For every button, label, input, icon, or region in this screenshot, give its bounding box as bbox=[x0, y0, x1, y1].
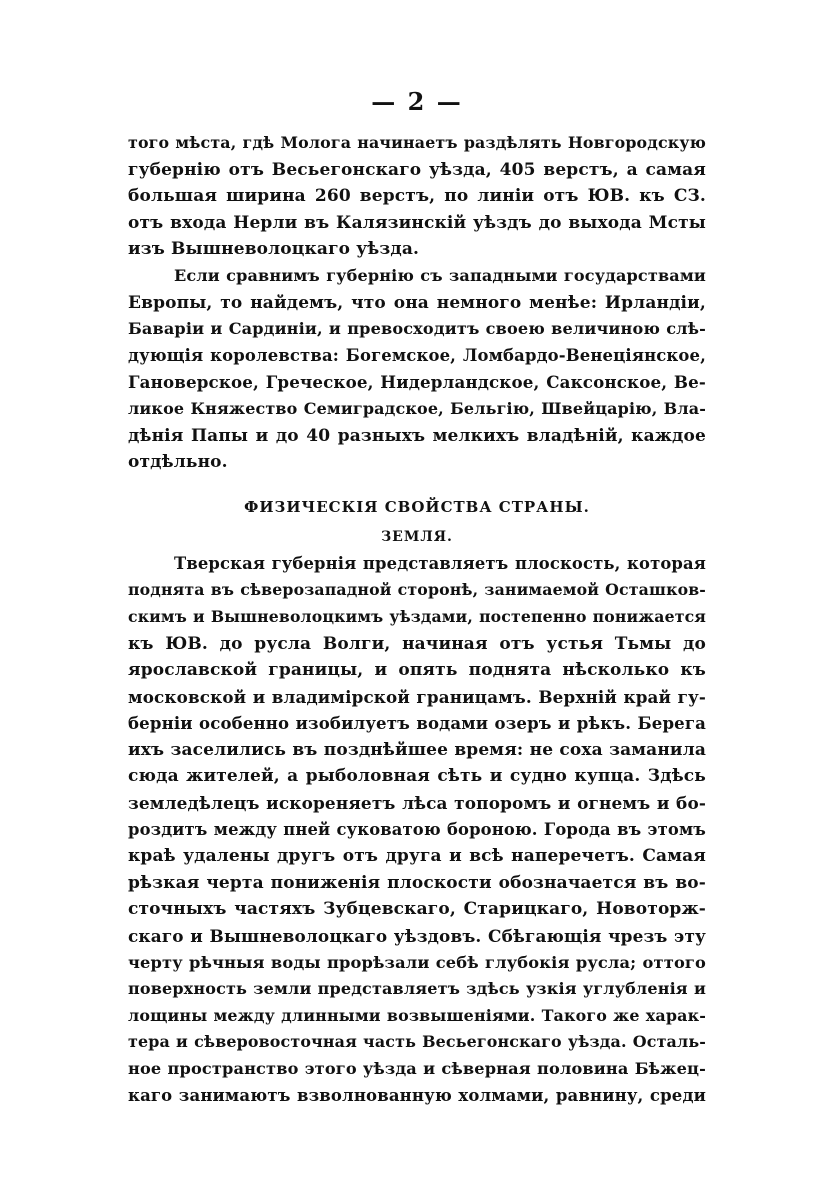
paragraph-land bbox=[128, 551, 706, 1109]
page bbox=[128, 88, 706, 1109]
text-line: большая ширина 260 верстъ, по линіи отъ ЮВ. къ СЗ. bbox=[128, 186, 706, 207]
text-line: ярославской границы, и опять поднята нѣсколько къ bbox=[128, 660, 706, 681]
text-line: къ ЮВ. до русла Волги, начиная отъ устья Тьмы до bbox=[128, 633, 706, 654]
text-line: земледѣлецъ искореняетъ лѣса топоромъ и огнемъ и бо- bbox=[128, 793, 706, 814]
text-line: Если сравнимъ губернію съ западными государствами bbox=[174, 265, 706, 285]
text-line: поверхность земли представляетъ здѣсь узкія углубленія и bbox=[128, 979, 706, 999]
text-line: ликое Княжество Семиградское, Бельгію, Швейцарію, Вла- bbox=[128, 398, 706, 418]
text-line: дѣнія Папы и до 40 разныхъ мелкихъ владѣній, каждое bbox=[128, 425, 706, 446]
text-line: московской и владимірской границамъ. Верхній край гу- bbox=[128, 686, 706, 707]
text-line: роздитъ между пней суковатою бороною. Города въ этомъ bbox=[128, 819, 706, 839]
text-line: поднята въ сѣверозападной сторонѣ, занимаемой Осташков- bbox=[128, 580, 706, 600]
paragraph-continuation bbox=[128, 130, 706, 263]
text-line: изъ Вышневолоцкаго уѣзда. bbox=[128, 239, 420, 260]
text-line: отдѣльно. bbox=[128, 452, 228, 473]
text-line: Европы, то найдемъ, что она немного менѣе: Ирландіи, bbox=[128, 292, 706, 313]
text-line: тера и сѣверовосточная часть Весьегонскаго уѣзда. Осталь- bbox=[128, 1032, 706, 1052]
text-line: краѣ удалены другъ отъ друга и всѣ наперечетъ. Самая bbox=[128, 846, 706, 867]
text-line: ное пространство этого уѣзда и сѣверная половина Бѣжец- bbox=[128, 1059, 706, 1078]
text-line: каго занимаютъ взволнованную холмами, равнину, среди bbox=[128, 1085, 706, 1105]
text-line: Гановерское, Греческое, Нидерландское, Саксонское, Ве- bbox=[128, 372, 706, 393]
text-line: губернію отъ Весьегонскаго уѣзда, 405 верстъ, а самая bbox=[128, 159, 706, 180]
text-line: берніи особенно изобилуетъ водами озеръ и рѣкъ. Берега bbox=[128, 713, 706, 734]
section-heading: ФИЗИЧЕСКІЯ СВОЙСТВА СТРАНЫ. bbox=[244, 497, 590, 516]
text-line: того мѣста, гдѣ Молога начинаетъ раздѣлять Новгородскую bbox=[128, 133, 706, 152]
text-line: Баваріи и Сардиніи, и превосходитъ своею величиною слѣ- bbox=[128, 319, 706, 339]
paragraph-comparison bbox=[128, 263, 706, 476]
subsection-heading: ЗЕМЛЯ. bbox=[381, 528, 453, 545]
text-line: сюда жителей, а рыболовная сѣть и судно купца. Здѣсь bbox=[128, 766, 706, 787]
text-line: черту рѣчныя воды прорѣзали себѣ глубокія русла; оттого bbox=[128, 952, 706, 972]
text-line: отъ входа Нерли въ Калязинскій уѣздъ до выхода Мсты bbox=[128, 212, 706, 233]
text-line: Тверская губернія представляетъ плоскость, которая bbox=[174, 553, 706, 573]
page-number: — 2 — bbox=[371, 87, 463, 116]
text-line: скаго и Вышневолоцкаго уѣздовъ. Сбѣгающія чрезъ эту bbox=[128, 926, 706, 947]
text-line: дующія королевства: Богемское, Ломбардо-Венеціянское, bbox=[128, 345, 706, 365]
text-line: сточныхъ частяхъ Зубцевскаго, Старицкаго, Новоторж- bbox=[128, 899, 706, 920]
text-line: скимъ и Вышневолоцкимъ уѣздами, постепенно понижается bbox=[128, 606, 706, 626]
text-line: рѣзкая черта пониженія плоскости обозначается въ во- bbox=[128, 872, 706, 893]
text-line: ихъ заселились въ позднѣйшее время: не соха заманила bbox=[128, 739, 706, 760]
text-line: лощины между длинными возвышеніями. Такого же харак- bbox=[128, 1005, 706, 1025]
